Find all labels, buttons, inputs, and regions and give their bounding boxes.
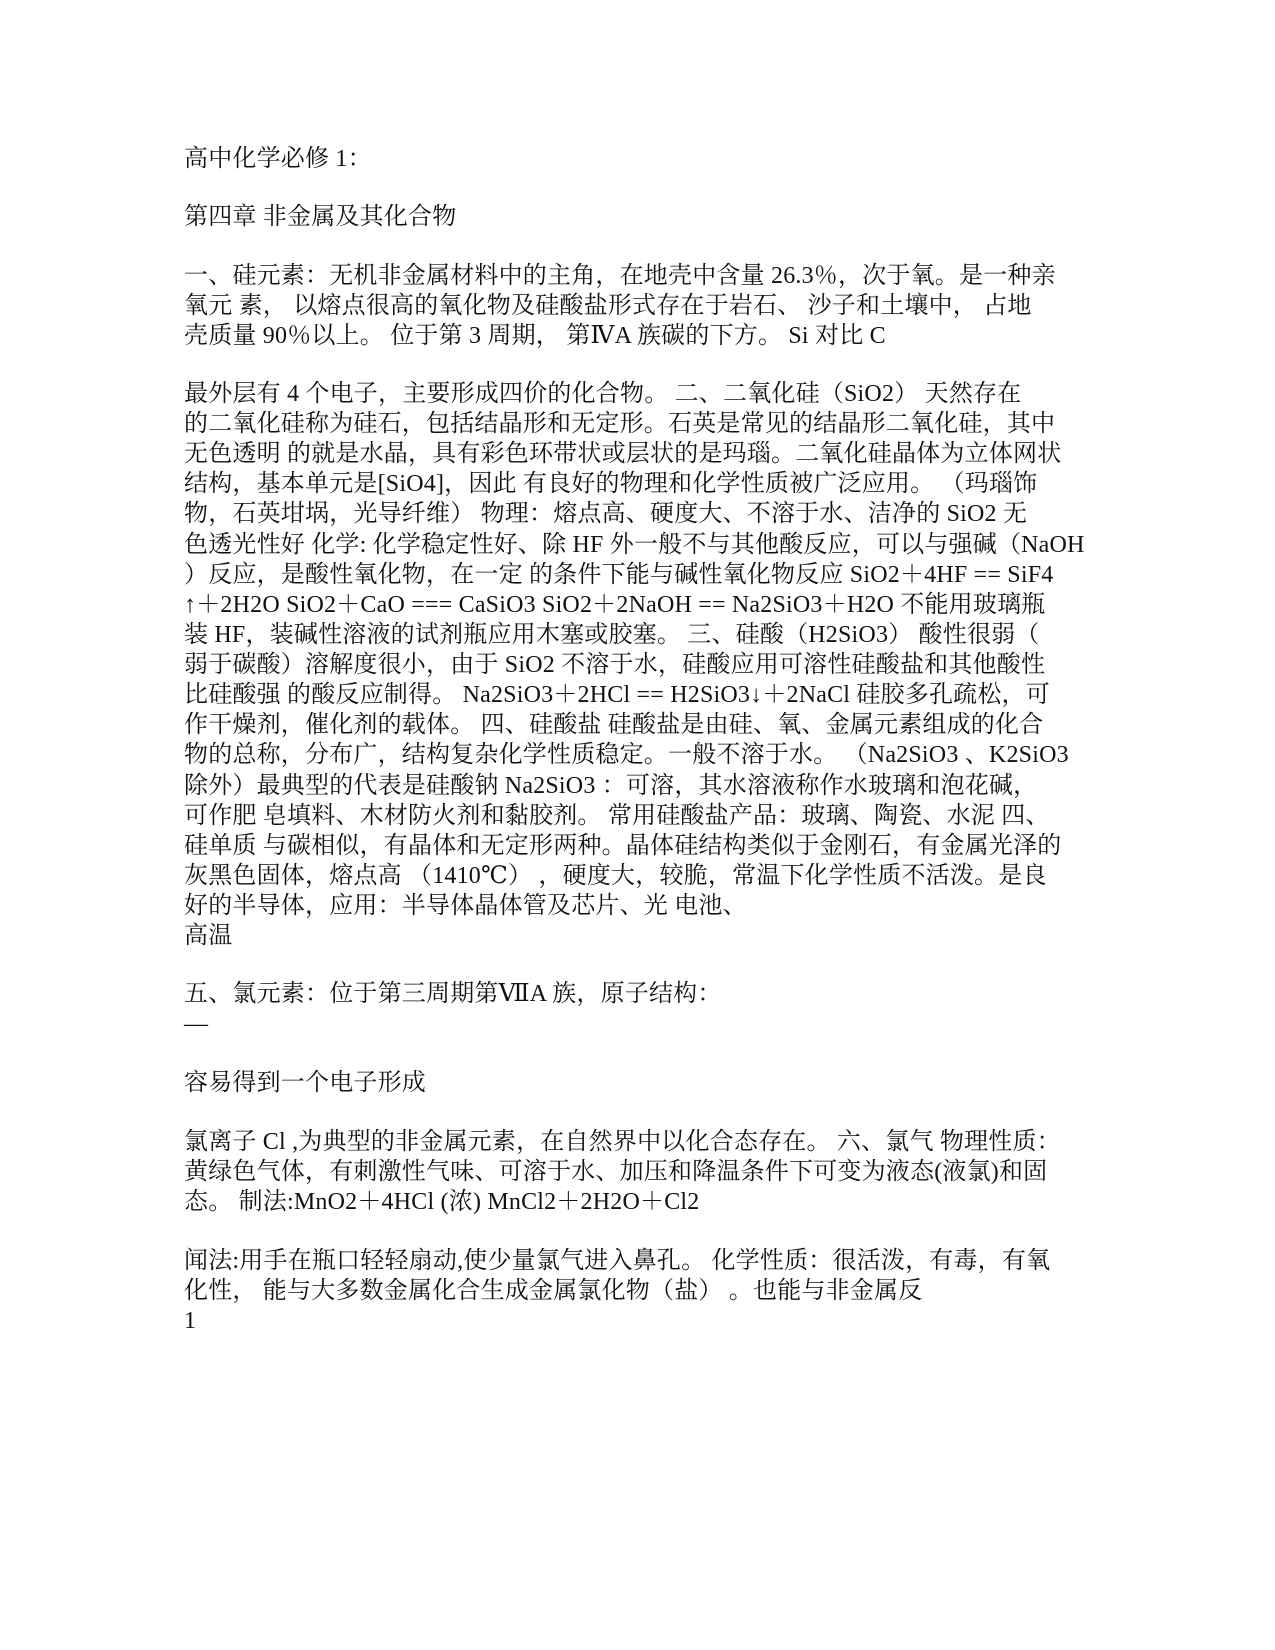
- text-line: 的二氧化硅称为硅石，包括结晶形和无定形。石英是常见的结晶形二氧化硅，其中: [184, 411, 1056, 437]
- text-line: 物的总称，分布广，结构复杂化学性质稳定。一般不溶于水。 （Na2SiO3 、K2SiO3: [184, 742, 1069, 768]
- text-line: ↑＋2H2O SiO2＋CaO === CaSiO3 SiO2＋2NaOH == Na2SiO3＋H2O 不能用玻璃瓶: [184, 592, 1046, 618]
- text-line: 好的半导体，应用：半导体晶体管及芯片、光 电池、: [184, 893, 747, 919]
- text-line: 硅单质 与碳相似，有晶体和无定形两种。晶体硅结构类似于金刚石，有金属光泽的: [184, 833, 1062, 859]
- text-line: 氧元 素， 以熔点很高的氧化物及硅酸盐形式存在于岩石、 沙子和土壤中， 占地: [184, 293, 1032, 319]
- text-line: 容易得到一个电子形成: [184, 1070, 426, 1096]
- text-line: 态。 制法:MnO2＋4HCl (浓) MnCl2＋2H2O＋Cl2: [184, 1189, 700, 1215]
- text-line: 可作肥 皂填料、木材防火剂和黏胶剂。 常用硅酸盐产品：玻璃、陶瓷、水泥 四、: [184, 803, 1050, 829]
- text-line: 结构，基本单元是[SiO4]，因此 有良好的物理和化学性质被广泛应用。 （玛瑙饰: [184, 471, 1038, 497]
- text-line: 弱于碳酸）溶解度很小，由于 SiO2 不溶于水，硅酸应用可溶性硅酸盐和其他酸性: [184, 652, 1046, 678]
- text-line: 壳质量 90％以上。 位于第 3 周期， 第ⅣA 族碳的下方。 Si 对比 C: [184, 323, 886, 349]
- text-line: 一、硅元素：无机非金属材料中的主角，在地壳中含量 26.3％，次于氧。是一种亲: [184, 263, 1056, 289]
- text-line: 最外层有 4 个电子，主要形成四价的化合物。 二、二氧化硅（SiO2） 天然存在: [184, 381, 1022, 407]
- text-line: 闻法:用手在瓶口轻轻扇动,使少量氯气进入鼻孔。 化学性质：很活泼，有毒，有氧: [184, 1248, 1051, 1274]
- text-line: 黄绿色气体，有刺激性气味、可溶于水、加压和降温条件下可变为液态(液氯)和固: [184, 1159, 1048, 1185]
- text-line: 五、氯元素：位于第三周期第ⅦA 族，原子结构：: [184, 981, 722, 1007]
- text-line: 高温: [184, 923, 233, 949]
- text-line: 灰黑色固体，熔点高 （1410℃） ，硬度大，较脆，常温下化学性质不活泼。是良: [184, 863, 1047, 889]
- chapter-heading: 第四章 非金属及其化合物: [184, 204, 457, 230]
- text-line: 氯离子 Cl ,为典型的非金属元素，在自然界中以化合态存在。 六、氯气 物理性质：: [184, 1129, 1061, 1155]
- page-number: 1: [184, 1308, 197, 1334]
- text-line: 色透光性好 化学: 化学稳定性好、除 HF 外一般不与其他酸反应，可以与强碱（NaOH: [184, 532, 1085, 558]
- text-line: 化性， 能与大多数金属化合生成金属氯化物（盐） 。也能与非金属反: [184, 1278, 923, 1304]
- text-line: ）反应，是酸性氧化物，在一定 的条件下能与碱性氧化物反应 SiO2＋4HF == SiF4: [184, 562, 1054, 588]
- text-line: —: [184, 1011, 209, 1037]
- text-line: 比硅酸强 的酸反应制得。 Na2SiO3＋2HCl == H2SiO3↓＋2NaCl 硅胶多孔疏松，可: [184, 682, 1050, 708]
- document-title: 高中化学必修 1：: [184, 146, 372, 172]
- text-line: 物，石英坩埚，光导纤维） 物理：熔点高、硬度大、不溶于水、洁净的 SiO2 无: [184, 501, 1028, 527]
- text-line: 作干燥剂，催化剂的载体。 四、硅酸盐 硅酸盐是由硅、氧、金属元素组成的化合: [184, 712, 1044, 738]
- text-line: 装 HF，装碱性溶液的试剂瓶应用木塞或胶塞。 三、硅酸（H2SiO3） 酸性很弱（: [184, 622, 1040, 648]
- text-line: 无色透明 的就是水晶，具有彩色环带状或层状的是玛瑙。二氧化硅晶体为立体网状: [184, 441, 1062, 467]
- text-line: 除外）最典型的代表是硅酸钠 Na2SiO3 ：可溶，其水溶液称作水玻璃和泡花碱，: [184, 773, 1038, 799]
